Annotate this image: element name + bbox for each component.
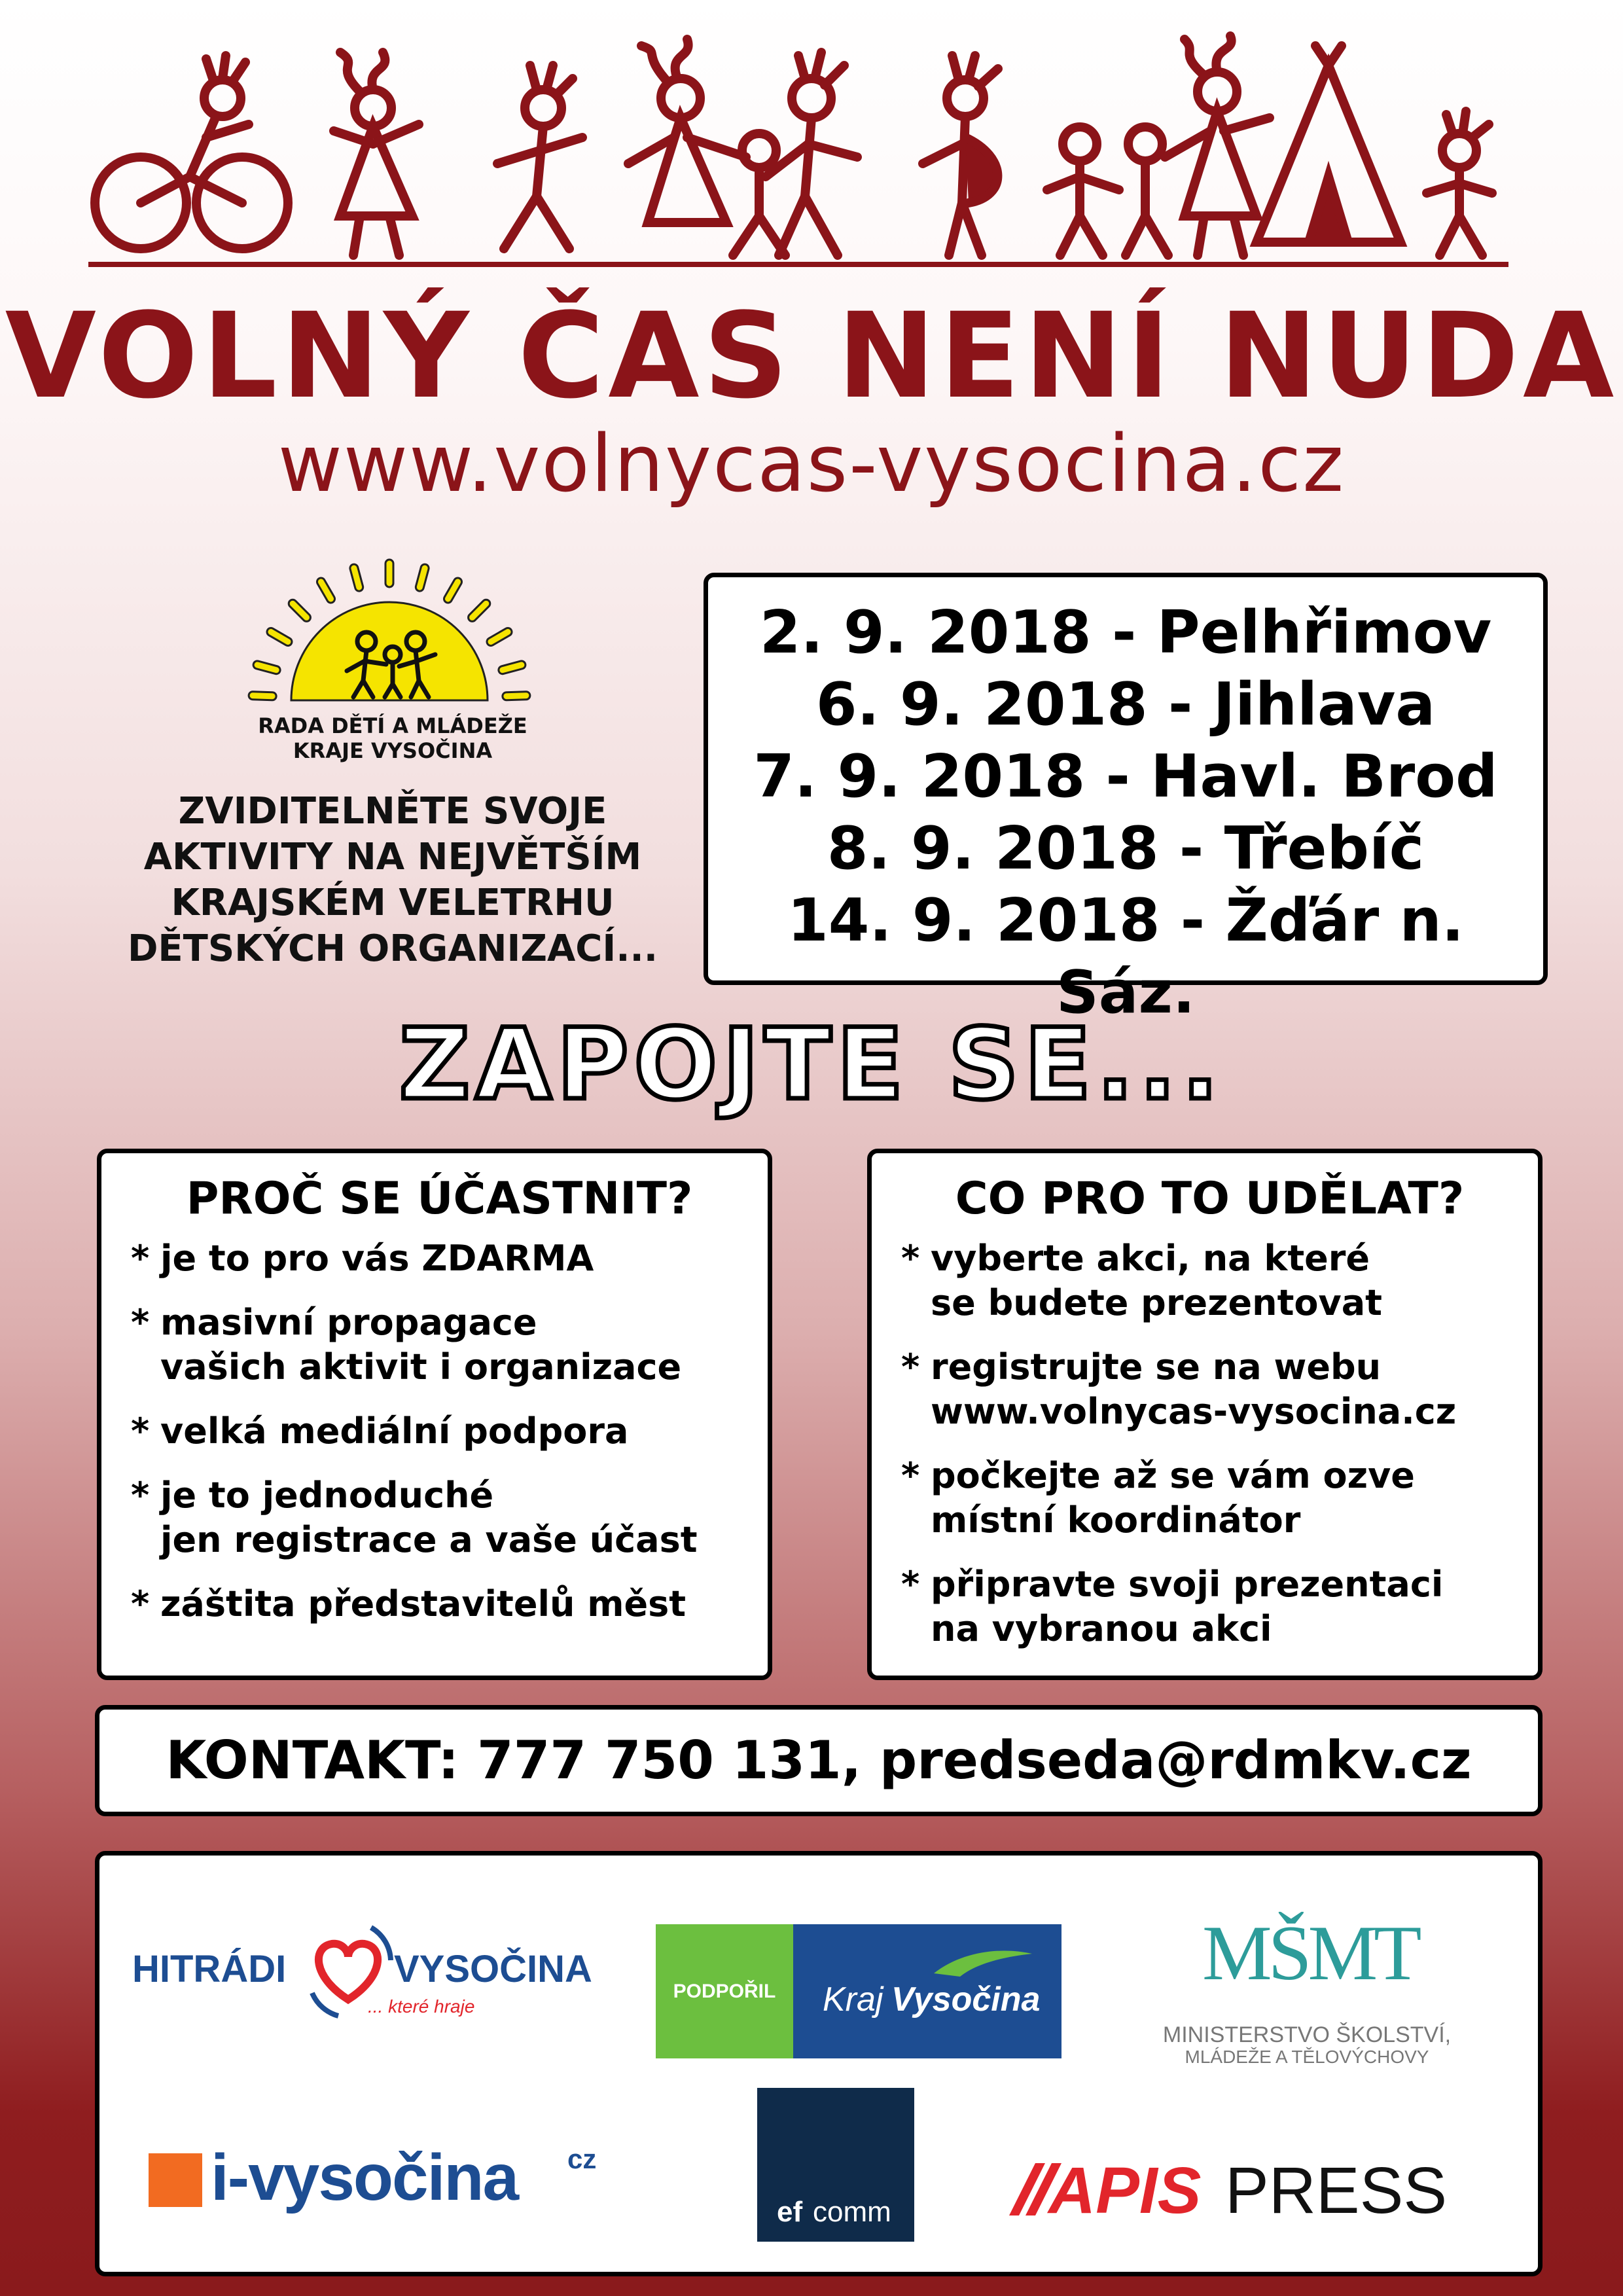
how-item-line: připravte svoji prezentaci	[931, 1564, 1444, 1605]
intro-line: ZVIDITELNĚTE SVOJE	[178, 790, 607, 833]
pregnant-figure	[923, 56, 998, 255]
msmt-mark: MŠMT	[1202, 1909, 1418, 1996]
apispress-logo	[1009, 2150, 1520, 2229]
event-date: 6. 9. 2018 - Jihlava	[815, 670, 1436, 739]
why-item-line: jen registrace a vaše účast	[160, 1519, 698, 1560]
kraj-vysocina-logo	[656, 1924, 1061, 2058]
why-item: * velká mediální podpora	[131, 1409, 748, 1454]
organizer-name-line2: KRAJE VYSOČINA	[293, 738, 493, 763]
how-item-line: počkejte až se vám ozve	[931, 1455, 1415, 1496]
i-vysocina-text: i-vysočina	[211, 2141, 518, 2214]
kraj-swoosh-icon	[931, 1947, 1035, 1980]
intro-line: DĚTSKÝCH ORGANIZACÍ...	[127, 927, 658, 970]
organizer-name	[196, 713, 589, 763]
event-date: 2. 9. 2018 - Pelhřimov	[759, 598, 1492, 667]
why-item-line: vašich aktivit i organizace	[160, 1346, 682, 1388]
stick-figures-banner	[85, 26, 1525, 275]
how-item-line: www.volnycas-vysocina.cz	[931, 1391, 1457, 1432]
poster-title: VOLNÝ ČAS NENÍ NUDA	[5, 288, 1618, 425]
why-item-line: záštita představitelů měst	[160, 1583, 687, 1624]
how-item-line: se budete prezentovat	[931, 1282, 1382, 1323]
header-divider	[88, 262, 1508, 267]
why-item-line: velká mediální podpora	[160, 1410, 629, 1452]
boy-figure	[497, 65, 582, 249]
i-vysocina-cz: cz	[567, 2144, 597, 2174]
why-item: * masivní propagace vašich aktivit i organizace	[131, 1300, 748, 1390]
hitradi-text: HITRÁDI	[132, 1948, 287, 1990]
girl-figure	[334, 52, 419, 255]
how-item-line: vyberte akci, na které	[931, 1238, 1370, 1279]
apis-text: APIS	[1048, 2154, 1202, 2227]
kraj-text: Kraj	[823, 1981, 883, 2018]
hitradi-subtitle: ... které hraje	[368, 1996, 475, 2017]
i-vysocina-logo	[149, 2137, 659, 2222]
intro-line: KRAJSKÉM VELETRHU	[171, 882, 615, 924]
how-item-line: místní koordinátor	[931, 1499, 1301, 1541]
contact-box: KONTAKT: 777 750 131, predseda@rdmkv.cz	[95, 1705, 1543, 1816]
website-url[interactable]: www.volnycas-vysocina.cz	[277, 419, 1346, 510]
event-date: 7. 9. 2018 - Havl. Brod	[753, 742, 1498, 811]
why-participate-box	[97, 1149, 772, 1680]
why-heading: PROČ SE ÚČASTNIT?	[186, 1173, 693, 1225]
how-to-join-box	[867, 1149, 1543, 1680]
family-figure	[1047, 36, 1270, 255]
efcomm-logo	[757, 2088, 914, 2242]
how-heading: CO PRO TO UDĚLAT?	[955, 1173, 1465, 1225]
how-item: * připravte svoji prezentaci na vybranou akci	[901, 1562, 1518, 1651]
why-item: * záštita představitelů měst	[131, 1582, 748, 1626]
event-date: 14. 9. 2018 - Žďár n. Sáz.	[787, 886, 1464, 1027]
i-vysocina-square-icon	[149, 2153, 202, 2207]
why-item: * je to pro vás ZDARMA	[131, 1236, 748, 1281]
organizer-name-line1: RADA DĚTÍ A MLÁDEŽE	[258, 713, 527, 738]
press-text: PRESS	[1225, 2154, 1448, 2227]
efcomm-comm: comm	[813, 2196, 891, 2228]
how-item-line: registrujte se na webu	[931, 1346, 1382, 1388]
how-item: * registrujte se na webu www.volnycas-vysocina.cz	[901, 1345, 1518, 1434]
why-item-line: je to pro vás ZDARMA	[160, 1238, 594, 1279]
how-item-line: na vybranou akci	[931, 1608, 1272, 1649]
hitradi-logo	[132, 1914, 592, 2026]
efcomm-ef: ef	[777, 2196, 803, 2228]
why-item-line: masivní propagace	[160, 1302, 537, 1343]
tent-figure	[1257, 46, 1400, 242]
event-date: 8. 9. 2018 - Třebíč	[827, 814, 1425, 883]
how-item: * počkejte až se vám ozve místní koordinátor	[901, 1454, 1518, 1543]
intro-text	[65, 789, 720, 972]
vysocina-text: VYSOČINA	[394, 1948, 592, 1990]
why-item-line: je to jednoduché	[160, 1475, 494, 1516]
msmt-logo	[1130, 1908, 1484, 2078]
call-to-action: ZAPOJTE SE...	[399, 1008, 1224, 1122]
why-item: * je to jednoduché jen registrace a vaše účast	[131, 1473, 748, 1562]
how-item: * vyberte akci, na které se budete prezentovat	[901, 1236, 1518, 1325]
intro-line: AKTIVITY NA NEJVĚTŠÍM	[143, 836, 642, 878]
rdm-sun-logo	[236, 550, 543, 707]
msmt-name-line2: MLÁDEŽE A TĚLOVÝCHOVY	[1185, 2047, 1429, 2067]
kraj-brand-panel	[793, 1924, 1061, 2058]
dancing-group-figure	[628, 39, 857, 255]
sponsors-box	[95, 1851, 1543, 2276]
event-dates-box	[704, 573, 1548, 1027]
kraj-vysocina-text: Vysočina	[891, 1981, 1041, 2018]
kraj-podporil-panel: PODPOŘIL	[656, 1924, 793, 2058]
cyclist-figure	[95, 56, 288, 249]
msmt-name-line1: MINISTERSTVO ŠKOLSTVÍ,	[1162, 2022, 1452, 2047]
child-figure	[1427, 111, 1492, 255]
